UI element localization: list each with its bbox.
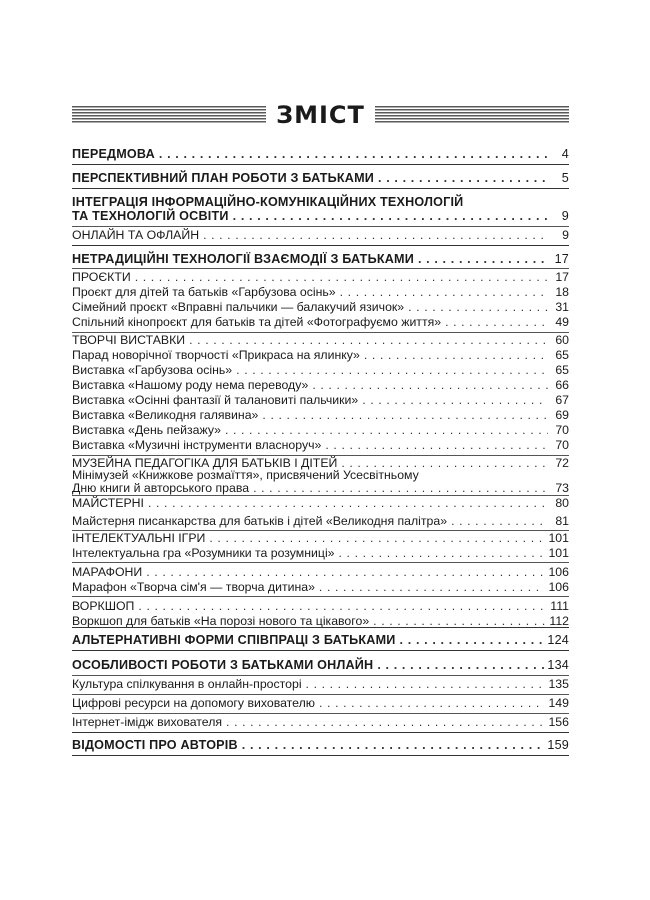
toc-entry-page: 49 [555,315,569,329]
toc-leader-dots [445,315,548,330]
toc-entry-page: 9 [561,209,569,223]
toc-leader-dots [236,363,548,378]
page-title: ЗМІСТ [276,101,365,129]
toc-leader-dots [159,147,548,162]
toc-entry-page: 135 [548,677,569,691]
toc-entry[interactable] [72,580,569,595]
toc-entry-title: МАЙСТЕРНІ [72,496,144,510]
toc-entry-ict[interactable] [72,209,569,224]
section-divider [72,164,569,165]
toc-entry[interactable] [72,438,569,453]
toc-leader-dots [325,438,548,453]
toc-leader-dots [306,677,546,692]
toc-entry-title: МУЗЕЙНА ПЕДАГОГІКА ДЛЯ БАТЬКІВ І ДІТЕЙ [72,456,338,470]
toc-leader-dots [312,378,548,393]
toc-entry-title: ВОРКШОП [72,599,135,613]
section-divider [72,732,569,733]
toc-entry-title: ПЕРСПЕКТИВНИЙ ПЛАН РОБОТИ З БАТЬКАМИ [72,171,375,185]
toc-entry-plan[interactable] [72,171,569,186]
toc-entry-title: ІНТЕЛЕКТУАЛЬНІ ІГРИ [72,531,206,545]
subsection-divider [72,268,569,269]
toc-leader-dots [203,228,548,243]
section-divider [72,627,569,628]
toc-entry-title: Марафон «Творча сім'я — творча дитина» [72,580,315,594]
toc-entry-page: 81 [555,514,569,528]
section-divider [72,650,569,651]
toc-leader-dots [378,171,548,186]
toc-entry-page: 69 [555,408,569,422]
subsection-divider [72,226,569,227]
toc-entry-title: Інтелектуальна гра «Розумники та розумниці» [72,546,335,560]
toc-entry-title: ВІДОМОСТІ ПРО АВТОРІВ [72,738,238,752]
toc-entry-page: 18 [555,285,569,299]
toc-leader-dots [400,633,545,648]
toc-entry[interactable] [72,514,569,529]
toc-entry-title: Інтернет-імідж вихователя [72,715,223,729]
toc-entry-title: ПРОЄКТИ [72,270,131,284]
toc-leader-dots [377,658,544,673]
toc-header [72,98,569,136]
toc-entry-page: 106 [548,580,569,594]
toc-entry-title: АЛЬТЕРНАТИВНІ ФОРМИ СПІВПРАЦІ З БАТЬКАМИ [72,633,396,647]
toc-entry-alternative[interactable] [72,633,569,648]
toc-entry-title: Культура спілкування в онлайн-просторі [72,677,302,691]
toc-entry-page: 65 [555,348,569,362]
toc-leader-dots [189,333,548,348]
toc-entry-title: ТА ТЕХНОЛОГІЙ ОСВІТИ [72,209,229,223]
toc-leader-dots [451,514,548,529]
toc-entry-title: Парад новорічної творчості «Прикраса на ялинку» [72,348,360,362]
toc-entry-workshop[interactable] [72,599,569,614]
toc-entry-title: ТВОРЧІ ВИСТАВКИ [72,333,186,347]
toc-entry-page: 80 [555,496,569,510]
subsection-divider [72,675,569,676]
toc-entry[interactable] [72,696,569,711]
toc-entry-marathons[interactable] [72,565,569,580]
toc-entry-authors[interactable] [72,738,569,753]
toc-entry-page: 70 [555,423,569,437]
toc-entry[interactable] [72,393,569,408]
toc-entry-page: 159 [547,738,569,752]
toc-leader-dots [418,252,548,267]
subsection-divider [72,562,569,563]
toc-entry-page: 156 [548,715,569,729]
toc-entry-title: МАРАФОНИ [72,565,143,579]
toc-leader-dots [339,546,546,561]
section-divider [72,245,569,246]
toc-entry-exhibitions[interactable] [72,333,569,348]
toc-entry-page: 111 [550,599,569,613]
toc-leader-dots [226,715,545,730]
toc-entry-minimuseum-line1: Мінімузей «Книжкове розмаїття», присвячений Усесвітньому [72,468,419,482]
toc-entry[interactable] [72,546,569,561]
toc-leader-dots [148,496,548,511]
toc-entry-page: 17 [554,252,569,266]
toc-entry-page: 149 [548,696,569,710]
toc-entry[interactable] [72,481,569,496]
subsection-divider [72,596,569,597]
toc-entry[interactable] [72,315,569,330]
toc-entry[interactable] [72,300,569,315]
toc-leader-dots [262,408,548,423]
toc-leader-dots [146,565,545,580]
toc-leader-dots [135,270,548,285]
toc-leader-dots [408,300,548,315]
toc-entry-page: 17 [555,270,569,284]
toc-entry-title: ПЕРЕДМОВА [72,147,155,161]
toc-entry-page: 112 [549,614,569,628]
toc-entry-title: Виставка «Гарбузова осінь» [72,363,233,377]
toc-entry-page: 106 [548,565,569,579]
toc-entry-title: Виставка «День пейзажу» [72,423,221,437]
toc-leader-dots [225,423,548,438]
toc-entry-title: ОСОБЛИВОСТІ РОБОТИ З БАТЬКАМИ ОНЛАЙН [72,658,374,672]
section-divider [72,755,569,756]
toc-entry-workshops[interactable] [72,496,569,511]
toc-entry-page: 73 [555,481,569,495]
toc-entry[interactable] [72,677,569,692]
toc-entry-page: 101 [548,546,569,560]
toc-entry-page: 66 [555,378,569,392]
toc-entry-title: Виставка «Осінні фантазії й талановиті пальчики» [72,393,359,407]
toc-entry-projects[interactable] [72,270,569,285]
toc-leader-dots [233,209,548,224]
toc-leader-dots [253,481,548,496]
toc-entry-title: Цифрові ресурси на допомогу вихователю [72,696,315,710]
toc-entry-title: Виставка «Великодня галявина» [72,408,259,422]
decorative-hatch-left [72,106,266,124]
toc-leader-dots [340,285,548,300]
toc-entry-online-work[interactable] [72,658,569,673]
toc-entry-title: Виставка «Музичні інструменти власноруч» [72,438,322,452]
toc-leader-dots [362,393,548,408]
toc-entry-ict-line1: ІНТЕГРАЦІЯ ІНФОРМАЦІЙНО-КОМУНІКАЦІЙНИХ ТЕХНОЛОГІЙ [72,195,464,209]
toc-entry-page: 101 [548,531,569,545]
toc-entry[interactable] [72,378,569,393]
toc-entry-page: 67 [555,393,569,407]
toc-leader-dots [319,696,545,711]
toc-entry-page: 65 [555,363,569,377]
toc-leader-dots [364,348,548,363]
toc-leader-dots [138,599,547,614]
decorative-hatch-right [375,106,569,124]
toc-entry-title: Проєкт для дітей та батьків «Гарбузова осінь» [72,285,336,299]
toc-entry-page: 72 [555,456,569,470]
toc-entry-online-offline[interactable] [72,228,569,243]
toc-entry-title: Дню книги й авторського права [72,481,250,495]
toc-entry-page: 134 [547,658,569,672]
toc-entry-page: 9 [562,228,569,242]
subsection-divider [72,713,569,714]
toc-entry-title: Сімейний проєкт «Вправні пальчики — балакучий язичок» [72,300,405,314]
toc-leader-dots [319,580,546,595]
toc-entry-title: Виставка «Нашому роду нема переводу» [72,378,309,392]
toc-entry-page: 124 [547,633,569,647]
toc-entry[interactable] [72,285,569,300]
toc-entry-foreword[interactable] [72,147,569,162]
toc-entry-page: 4 [561,147,569,161]
toc-entry[interactable] [72,408,569,423]
toc-entry-page: 31 [555,300,569,314]
toc-entry-intellectual[interactable] [72,531,569,546]
toc-leader-dots [209,531,545,546]
toc-entry-page: 70 [555,438,569,452]
toc-entry-nontraditional[interactable] [72,252,569,267]
toc-entry[interactable] [72,423,569,438]
toc-entry-title: Воркшоп для батьків «На порозі нового та цікавого» [72,614,370,628]
toc-entry-page: 60 [555,333,569,347]
toc-entry-page: 5 [561,171,569,185]
section-divider [72,188,569,189]
toc-leader-dots [242,738,545,753]
toc-entry[interactable] [72,715,569,730]
toc-entry-title: Спільний кінопроєкт для батьків та дітей «Фотографуємо життя» [72,315,442,329]
toc-entry-title: Майстерня писанкарства для батьків і дітей «Великодня палітра» [72,514,448,528]
toc-entry[interactable] [72,348,569,363]
toc-entry-title: ОНЛАЙН ТА ОФЛАЙН [72,228,200,242]
subsection-divider [72,694,569,695]
toc-entry[interactable] [72,363,569,378]
toc-entry-title: НЕТРАДИЦІЙНІ ТЕХНОЛОГІЇ ВЗАЄМОДІЇ З БАТЬКАМИ [72,252,414,266]
